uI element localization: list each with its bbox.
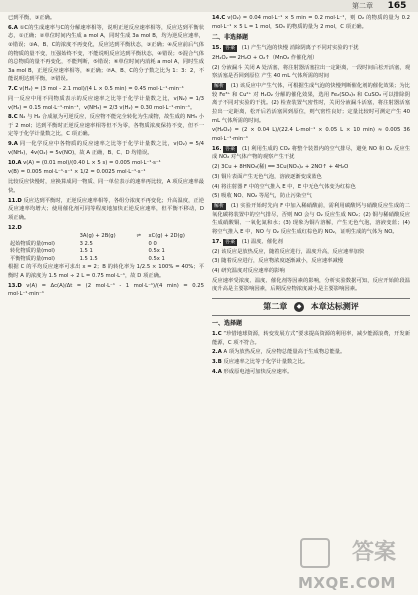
chapter-q1 (212, 330, 410, 347)
equilibrium-table-cell: 0 0 (148, 240, 157, 247)
answer-q11 (8, 197, 204, 223)
q15-answer-2: (2) 分液漏斗 关闭 A 处活塞，将注射器活塞拉出一定距离，一段时间后松开活塞，观察活塞是否回到原位 产生 40 mL 气体所需的时间 (212, 64, 410, 80)
q17-answer-3: (3) 随着反应进行，反应物浓度逐渐减小，反应速率减慢 (212, 258, 344, 265)
explanation-text: (1) 该反应中产生气体，可根据生成气泡的快慢判断催化剂的催化效果；为比较 Fe³⁺ 和 Cu²⁺ 对 H₂O₂ 分解的催化效果，选用 Fe₂(SO₄)₃ 和 CuSO₄ 可以排除阴离子不同对实验的干扰。(2) 检查装置气密性时，关闭分液漏斗活塞，将注射器活塞拉出一定距离，松开后若活塞回到原位，则气密性良好；定量比较时可测定产生 40 mL 气体所需的时间。 (212, 83, 410, 124)
q15-equation: 2H₂O₂ ══ 2H₂O + O₂↑（MnO₂ 作催化剂） (212, 54, 318, 61)
answer-text: 反应达到平衡时，正逆反应速率相等，各组分浓度不再变化；升高温度，正逆反应速率均增大；使用催化剂可同等程度地加快正逆反应速率，但平衡不移动，D 项正确。 (8, 197, 204, 221)
formula: v(A) = (0.01 mol)/(0.40 L × 5 s) = 0.005 mol·L⁻¹·s⁻¹ (23, 159, 161, 166)
answer-q7-body: 同一反应中用不同物质表示的反应速率之比等于化学计量数之比，v(N₂) = 1/3 v(H₂) = 0.15 mol·L⁻¹·min⁻¹，v(NH₃) = 2/3 v(H₂) = 0.30 mol·L⁻¹·min⁻¹。 (8, 95, 204, 111)
answer-text: 同一化学反应中各物质的反应速率之比等于化学计量数之比，v(O₂) = 5/4 v(NH₃)，4v(O₂) = 5v(NO)，故 A 正确，B、C、D 均错误。 (8, 141, 204, 156)
section-heading-nonchoice: 二、非选择题 (212, 34, 249, 42)
equilibrium-table-row (8, 256, 204, 264)
answer-q13 (8, 282, 204, 299)
question-number: 8.C (8, 114, 18, 121)
page-number: 165 (387, 1, 407, 11)
bullet-icon: ◆ (294, 302, 304, 312)
answer-q12 (8, 224, 204, 233)
formula: v(A) = Δc(A)/Δt = (2 mol·L⁻¹ - 1 mol·L⁻¹)/(4 min) = 0.25 mol·L⁻¹·min⁻¹ (8, 282, 204, 298)
answer-text: ①C的生成速率与C的分解速率相等，说明正逆反应速率相等，反应达到平衡状态，①正确；②单位时间内生成 a mol A，同时生成 3a mol B，均为逆反应速率，②错误；③A、B、C的浓度不再变化，反应达到平衡状态，③正确；④反应前后气体的物质的量不变，压强始终不变，不能说明反应达到平衡状态，④错误；⑤混合气体的总物质的量不再变化，不能判断，⑤错误；⑥单位时间内消耗 a mol A，同时生成 3a mol B，正逆反应速率相等，⑥正确；⑦A、B、C的分子数之比为 1：3：2，不能说明达到平衡，⑦错误。 (8, 24, 204, 83)
answer-q10-body: 比较反应快慢时，应换算成同一物质、同一单位表示的速率再比较，A 项反应速率最快。 (8, 179, 204, 194)
equilibrium-table-cell: 1.5 1.5 (79, 255, 98, 262)
question-number: 2.A (212, 349, 222, 356)
chapter-review-banner (212, 298, 410, 316)
answer-q7 (8, 85, 204, 94)
q16-explanation (212, 202, 410, 236)
question-number: 9.A (8, 141, 18, 148)
equilibrium-table-cell: 转化物质的量(mol) (10, 248, 55, 255)
answer-q10 (8, 159, 204, 168)
section-heading-choice: 一、选择题 (212, 320, 243, 328)
equilibrium-table-cell: 3A(g) + 2B(g) (79, 233, 116, 240)
watermark-text: MXQE.COM (298, 574, 396, 592)
answer-q9 (8, 140, 204, 157)
equilibrium-table-cell: xC(g) + 2D(g) (148, 233, 185, 240)
question-number: 13.D (8, 282, 22, 289)
equilibrium-table-row (8, 233, 204, 241)
equilibrium-table-cell (135, 248, 147, 256)
q15-explanation (212, 82, 410, 125)
answer-q12-body: 根据 C 的平均反应速率可求出 x = 2；B 的转化率为 1/2.5 × 100% = 40%；平衡时 A 的浓度为 1.5 mol ÷ 2 L = 0.75 mol·L⁻¹，故 D 项正确。 (8, 264, 204, 279)
explanation-tag: 解析 (214, 83, 225, 90)
answer-tag: 答案 (225, 145, 236, 152)
question-number: 6.A (8, 24, 18, 31)
question-number: 4.A (212, 368, 222, 375)
chapter-title: 第二章 (263, 302, 288, 312)
q15-formula: v(H₂O₂) = (2 × 0.04 L)/(22.4 L·mol⁻¹ × 0.05 L × 10 min) ≈ 0.005 36 mol·L⁻¹·min⁻¹ (212, 127, 410, 142)
q16-answer-2: (2) 3Cu + 8HNO₃(稀) ══ 3Cu(NO₃)₂ + 2NO↑ + 4H₂O (212, 164, 349, 171)
question-number: 7.C (8, 86, 18, 93)
equilibrium-table-cell: 0.5x 1 (148, 255, 165, 262)
question-number: 3.B (212, 359, 222, 366)
answer-q8 (8, 113, 204, 139)
q16-answer-3: (3) 铜片表面产生无色气泡，溶液逐渐变成蓝色 (212, 173, 322, 180)
formula: v(H₂) = (3 mol - 2.1 mol)/(4 L × 0.5 min) = 0.45 mol·L⁻¹·min⁻¹ (19, 86, 184, 93)
answer-text: 反应速率之比等于化学计量数之比。 (223, 359, 309, 366)
equilibrium-table-row (8, 248, 204, 256)
answer-text: (1) 利用生成的 CO₂ 将整个装置内的空气排尽，避免 NO 和 O₂ 反应生成 NO₂ 对气体产物的观察产生干扰 (212, 145, 411, 161)
equilibrium-table-cell: ⇌ (136, 233, 141, 240)
answer-text: v(O₂) = 0.04 mol·L⁻¹ × 5 min = 0.2 mol·L⁻¹，则 O₂ 的物质的量为 0.2 mol·L⁻¹ × 5 L = 1 mol，SO₃ 的物质的量为 2 mol，C 项正确。 (212, 15, 410, 30)
equilibrium-table-cell: 1.5 1 (79, 248, 93, 255)
chapter-q3 (212, 358, 410, 367)
question-number: 1.C (212, 331, 222, 338)
answer-text: (1) 产生气泡的快慢 消除阴离子不同对实验的干扰 (241, 45, 359, 52)
equilibrium-table-cell: 3 2.5 (79, 240, 93, 247)
explanation-tag: 解析 (214, 203, 225, 210)
answer-q14 (212, 14, 410, 31)
equilibrium-table (8, 233, 204, 263)
chapter-subtitle: 本章达标测评 (310, 302, 359, 312)
answer-q10-formula-b: v(B) = 0.005 mol·L⁻¹·s⁻¹ × 1/2 = 0.0025 mol·L⁻¹·s⁻¹ (8, 169, 146, 176)
q16-answer-4: (4) 将注射器 F 中的空气推入 E 中，E 中无色气体变为红棕色 (212, 183, 356, 190)
answer-text: (1) 温度、催化剂 (241, 238, 283, 245)
answer-text: N₂ 与 H₂ 合成氨为可逆反应，反应物不能完全转化为生成物，故生成的 NH₃ 小于 2 mol；达到平衡时正逆反应速率相等但不为零，各物质浓度保持不变，但不一定等于化学计量数之比，C 项正确。 (8, 114, 204, 138)
explanation-text: (1) 实验开始时先向 F 中加入稀硝酸前，需利用碳酸钙与硝酸反应生成的二氧化碳将装置中的空气排尽，否则 NO 会与 O₂ 反应生成 NO₂；(2) 铜与稀硝酸反应生成硝酸铜、一氧化氮和水；(3) 现象为铜片溶解，产生无色气泡，溶液变蓝；(4) 将空气推入 E 中，NO 与 O₂ 反应生成红棕色的 NO₂，证明生成的气体为 NO。 (212, 203, 411, 235)
question-number: 15. (212, 45, 222, 52)
watermark-logo-icon (300, 538, 330, 568)
question-number: 14.C (212, 15, 226, 21)
question-number: 11.D (8, 197, 22, 204)
chapter-q4 (212, 368, 410, 377)
q17-explanation: 反应速率受浓度、温度、催化剂等因素的影响，分析实验数据可知，反应开始阶段温度升高是主要影响因素，后期反应物浓度减小是主要影响因素。 (212, 277, 410, 293)
q17-answer-4: (4) 研究温度对反应速率的影响 (212, 268, 285, 275)
question-number: 12.D (8, 224, 22, 231)
left-column (8, 14, 204, 300)
question-number: 17. (212, 238, 222, 245)
question-number: 10.A (8, 159, 22, 166)
q17-answer-2: (2) 该反应是放热反应，随着反应进行，温度升高，反应速率加快 (212, 248, 365, 255)
chapter-q2 (212, 348, 410, 357)
answer-q16 (212, 145, 410, 162)
equilibrium-table-cell (135, 256, 147, 264)
answer-q6 (8, 24, 204, 84)
equilibrium-table-cell: 平衡物质的量(mol) (10, 255, 55, 262)
q16-answer-5: (5) 吸收 NO、NO₂ 等尾气，防止污染空气 (212, 193, 312, 200)
equilibrium-table-cell (135, 241, 147, 249)
answer-q15 (212, 44, 410, 53)
q6-intro: 已到平衡，③正确。 (8, 15, 56, 21)
equilibrium-table-cell: 起始物质的量(mol) (10, 240, 55, 247)
running-chapter-label: 第二章 (352, 2, 373, 10)
equilibrium-table-cell (8, 233, 78, 241)
answer-text: “珍惜地球资源，转变发展方式”要求提高资源的利用率，减少能源浪费，开发新能源，C 项不符合。 (212, 331, 410, 346)
right-column (212, 14, 410, 378)
answer-tag: 答案 (225, 45, 236, 52)
answer-q17 (212, 238, 410, 247)
answer-tag: 答案 (225, 238, 236, 245)
question-number: 16. (212, 145, 222, 152)
equilibrium-table-cell: 0.5x 1 (148, 248, 165, 255)
answer-text: A 项为放热反应，反应物总能量高于生成物总能量。 (223, 349, 346, 356)
watermark-logo-glyph: 答案 (352, 540, 397, 565)
answer-text: 形成原电池可加快反应速率。 (223, 368, 293, 375)
